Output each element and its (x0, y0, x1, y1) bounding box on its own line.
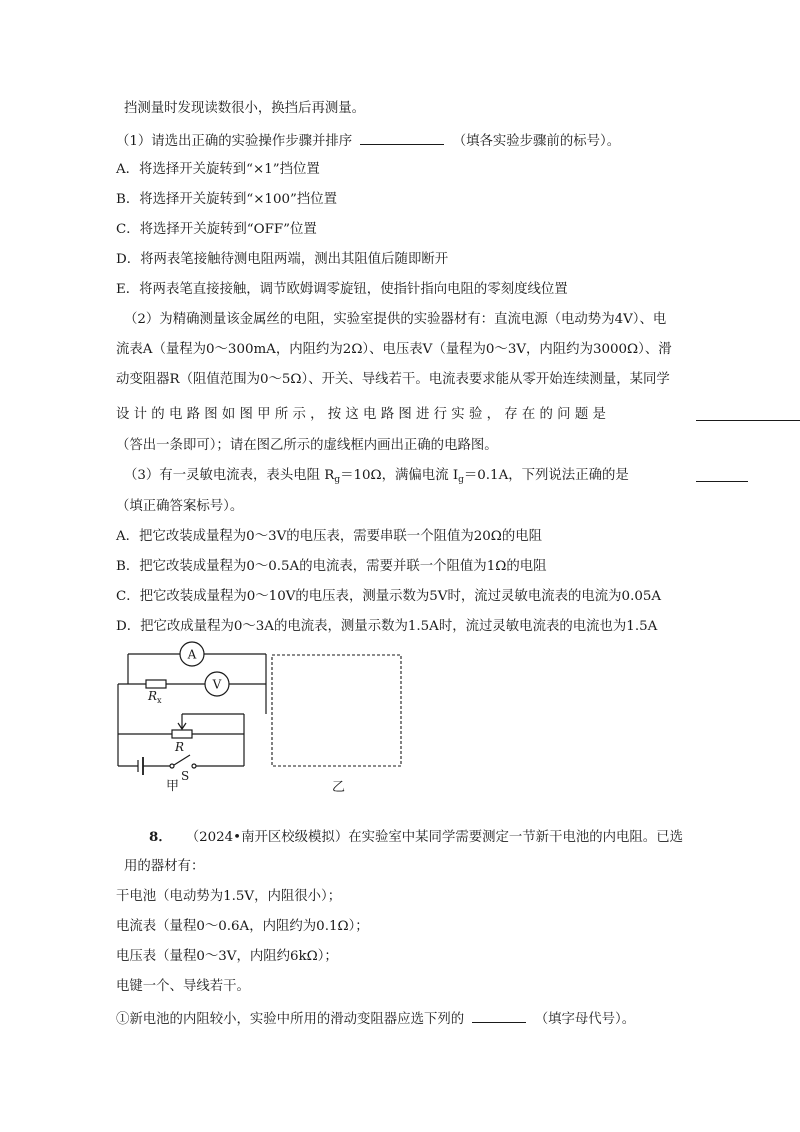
option-c: C．将选择开关旋转到“OFF”位置 (116, 222, 317, 237)
rx-label: R (148, 689, 158, 703)
text-segment: （3）有一灵敏电流表，表头电阻 R (124, 468, 335, 483)
rheostat-symbol (172, 730, 192, 738)
question-8-line: 电键一个、导线若干。 (116, 979, 250, 994)
question-2-line: 动变阻器R（阻值范围为0～5Ω）、开关、导线若干。电流表要求能从零开始连续测量，某同学 (116, 372, 670, 387)
text-segment: （1）请选出正确的实验操作步骤并排序 (116, 134, 353, 149)
figure-jia-label: 甲 (166, 779, 180, 794)
dashed-answer-box (272, 655, 401, 766)
option-a: A．将选择开关旋转到“×1”挡位置 (116, 162, 320, 177)
option-b: B．将选择开关旋转到“×100”挡位置 (116, 192, 337, 207)
question-8-subquestion (116, 1008, 635, 1029)
answer-blank[interactable] (696, 467, 748, 482)
question-8-header (149, 828, 683, 847)
subscript: g (334, 475, 341, 485)
switch-symbol (174, 755, 190, 765)
option-d: D．将两表笔接触待测电阻两端，测出其阻值后随即断开 (116, 252, 449, 267)
text-segment: （填字母代号）。 (534, 1012, 636, 1027)
text-segment: ＝0.1A，下列说法正确的是 (463, 468, 629, 483)
ammeter-symbol (180, 642, 204, 666)
question-2-line (116, 406, 606, 424)
question-3-line: （填正确答案标号）。 (116, 499, 244, 514)
rheostat-label: R (175, 740, 185, 754)
voltmeter-label: V (212, 677, 222, 692)
resistor-rx-symbol (146, 680, 166, 688)
text-segment: （填各实验步骤前的标号）。 (452, 134, 621, 149)
question-2-line: （答出一条即可）；请在图乙所示的虚线框内画出正确的电路图。 (116, 438, 498, 453)
question-8-line: 电压表（量程0～3V，内阻约6kΩ）； (116, 949, 338, 964)
answer-blank[interactable] (360, 130, 444, 145)
question-1-prompt (116, 130, 620, 151)
subscript: g (458, 475, 464, 485)
question-2-line: 流表A（量程为0～300mA，内阻约为2Ω）、电压表V（量程为0～3V，内阻约为3000Ω）、滑 (116, 342, 672, 357)
ammeter-label: A (187, 647, 197, 662)
question-8-line: 干电池（电动势为1.5V，内阻很小）； (116, 889, 342, 904)
option-b: B．把它改装成量程为0～0.5A的电流表，需要并联一个阻值为1Ω的电阻 (116, 559, 547, 574)
switch-label: S (181, 769, 190, 783)
answer-blank[interactable] (696, 406, 800, 421)
question-number: 8． (149, 829, 172, 845)
answer-blank[interactable] (472, 1008, 526, 1023)
circuit-diagram-jia (118, 642, 266, 775)
figure-yi-label: 乙 (332, 780, 346, 795)
text-segment: ＝10Ω，满偏电流 I (340, 468, 459, 483)
text-segment: 设 计 的 电 路 图 如 图 甲 所 示 ， 按 这 电 路 图 进 行 实 验 ， 存 在 的 问 题 是 (116, 407, 606, 422)
rx-subscript: x (157, 696, 162, 705)
option-c: C．把它改装成量程为0～10V的电压表，测量示数为5V时，流过灵敏电流表的电流为0.05A (116, 589, 662, 604)
question-8-line: 电流表（量程0～0.6A，内阻约为0.1Ω）； (116, 919, 369, 934)
voltmeter-symbol (205, 672, 229, 696)
text-segment: （2024•南开区校级模拟）在实验室中某同学需要测定一节新干电池的内电阻。已选 (185, 830, 683, 845)
option-a: A．把它改装成量程为0～3V的电压表，需要串联一个阻值为20Ω的电阻 (116, 529, 543, 544)
question-2-line: （2）为精确测量该金属丝的电阻，实验室提供的实验器材有：直流电源（电动势为4V）、电 (124, 312, 667, 327)
option-e: E．将两表笔直接接触，调节欧姆调零旋钮，使指针指向电阻的零刻度线位置 (116, 282, 568, 297)
text-segment: ①新电池的内阻较小，实验中所用的滑动变阻器应选下列的 (116, 1012, 465, 1027)
text-line: 挡测量时发现读数很小，换挡后再测量。 (124, 101, 366, 116)
question-8-line: 用的器材有： (124, 859, 205, 874)
option-d: D．把它改成量程为0～3A的电流表，测量示数为1.5A时，流过灵敏电流表的电流也为1.5A (116, 619, 658, 634)
question-3-prompt (124, 467, 629, 489)
